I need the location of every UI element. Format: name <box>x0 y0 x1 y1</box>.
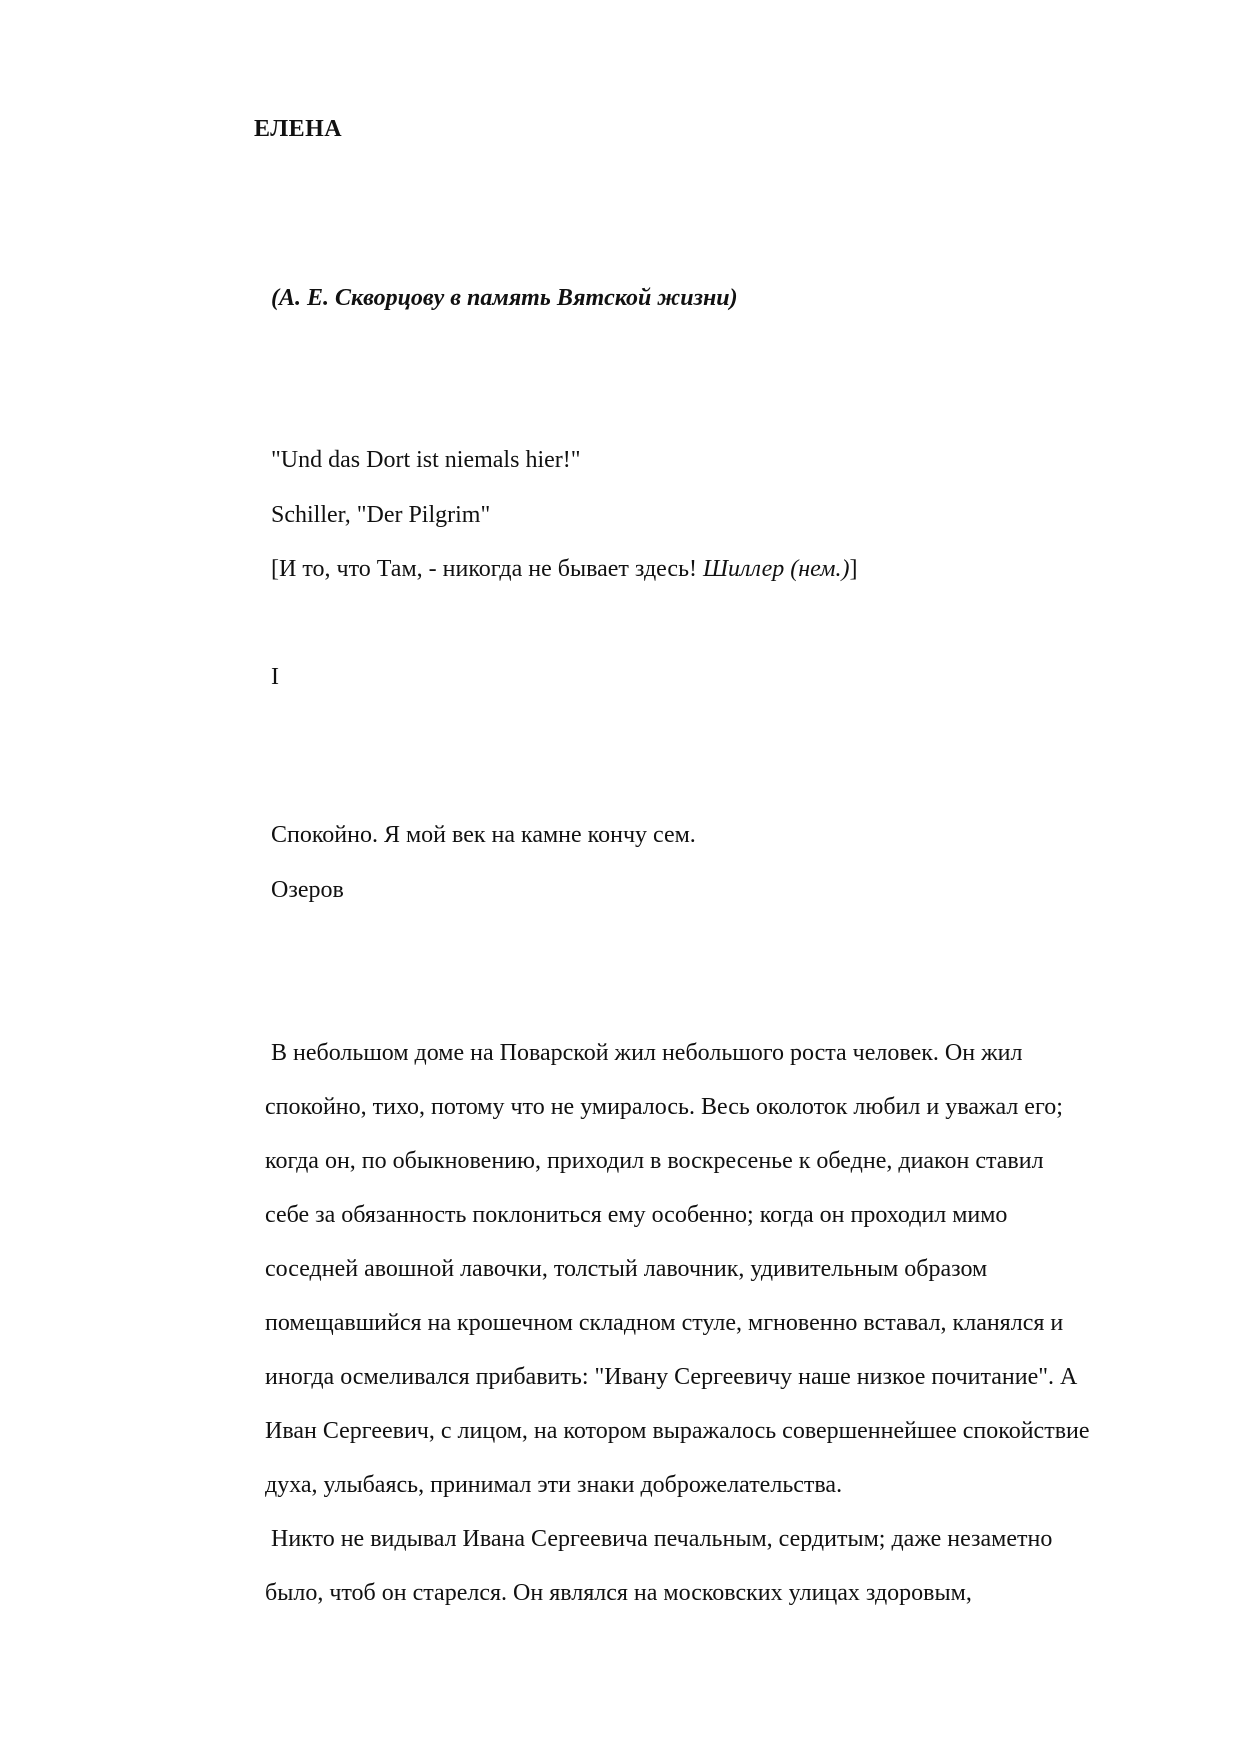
epigraph-author: Schiller, "Der Pilgrim" <box>271 502 491 528</box>
body-line: помещавшийся на крошечном складном стуле, мгновенно вставал, кланялся и <box>265 1310 1064 1336</box>
body-line: иногда осмеливался прибавить: "Ивану Сергеевичу наше низкое почитание". А <box>265 1364 1078 1390</box>
document-title: ЕЛЕНА <box>254 116 343 142</box>
epigraph-translation <box>271 556 858 583</box>
epigraph-quote: "Und das Dort ist niemals hier!" <box>271 447 581 473</box>
body-line: было, чтоб он старелся. Он являлся на московских улицах здоровым, <box>265 1580 972 1606</box>
chapter-epigraph-author: Озеров <box>271 877 344 903</box>
body-text <box>265 1038 1145 1632</box>
body-line: Иван Сергеевич, с лицом, на котором выражалось совершеннейшее спокойствие <box>265 1418 1090 1444</box>
body-line: спокойно, тихо, потому что не умиралось. Весь околоток любил и уважал его; <box>265 1094 1063 1120</box>
chapter-number: I <box>271 664 279 690</box>
body-line: когда он, по обыкновению, приходил в воскресенье к обедне, диакон ставил <box>265 1148 1044 1174</box>
epigraph-translation-source: Шиллер (нем.) <box>703 556 850 582</box>
epigraph-translation-close: ] <box>849 556 858 582</box>
body-line: В небольшом доме на Поварской жил небольшого роста человек. Он жил <box>265 1040 1023 1066</box>
body-line: духа, улыбаясь, принимал эти знаки доброжелательства. <box>265 1472 843 1498</box>
body-line: себе за обязанность поклониться ему особенно; когда он проходил мимо <box>265 1202 1008 1228</box>
dedication: (А. Е. Скворцову в память Вятской жизни) <box>271 285 738 311</box>
body-line: соседней авошной лавочки, толстый лавочник, удивительным образом <box>265 1256 988 1282</box>
body-line: Никто не видывал Ивана Сергеевича печальным, сердитым; даже незаметно <box>265 1526 1053 1552</box>
epigraph-translation-text: [И то, что Там, - никогда не бывает здесь! <box>271 556 704 582</box>
chapter-epigraph-quote: Спокойно. Я мой век на камне кончу сем. <box>271 822 696 848</box>
